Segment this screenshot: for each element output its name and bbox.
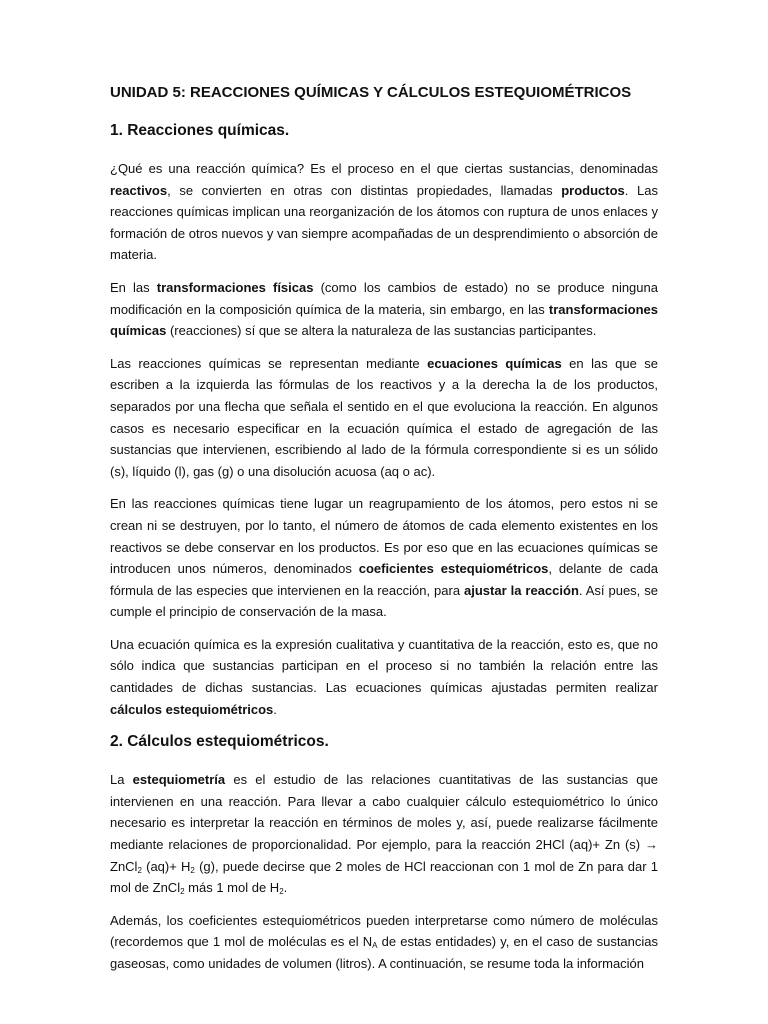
section-1-paragraph-4: En las reacciones químicas tiene lugar un reagrupamiento de los átomos, pero estos ni se crean ni se destruyen, por lo tanto, el número de átomos de cada elemento existentes en los reactivos se debe conservar en los productos. Es por eso que en las ecuaciones químicas se introducen unos números, denominados coeficientes estequiométricos, delante de cada fórmula de las especies que intervienen en la reacción, para ajustar la reacción. Así pues, se cumple el principio de conservación de la masa. [110, 496, 658, 620]
section-1-paragraph-3: Las reacciones químicas se representan mediante ecuaciones químicas en las que se escriben a la izquierda las fórmulas de los reactivos y a la derecha la de los productos, separados por una flecha que señala el sentido en el que evoluciona la reacción. En algunos casos es necesario especificar en la ecuación química el estado de agregación de las sustancias que intervienen, escribiendo al lado de la fórmula correspondiente si es un sólido (s), líquido (l), gas (g) o una disolución acuosa (aq o ac). [110, 355, 659, 479]
term-ecuaciones-quimicas: ecuaciones químicas [427, 355, 562, 371]
section-2-paragraph-1: La estequiometría es el estudio de las relaciones cuantitativas de las sustancias que intervienen en una reacción. Para llevar a cabo cualquier cálculo estequiométrico lo único necesario es interpretar la reacción en términos de moles y, así, puede realizarse fácilmente mediante relaciones de proporcionalidad. Por ejemplo, para la reacción 2HCl (aq)+ Zn (s) → ZnCl$_2$ $(aq)+ H_2$ (g), puede decirse que 2 moles de HCl reaccionan con 1 mol de Zn para dar 1 mol de ZnCl$_2$ más 1 mol de $H_2$. [110, 772, 658, 897]
term-transformaciones-fisicas: transformaciones físicas [156, 279, 314, 295]
term-productos: productos [561, 182, 625, 198]
term-estequiometria: estequiometría [132, 772, 226, 788]
section-1-heading: 1. Reacciones químicas. [110, 122, 290, 139]
section-1-paragraph-5: Una ecuación química es la expresión cualitativa y cuantitativa de la reacción, esto es, que no sólo indica que sustancias participan en el proceso si no también la relación entre las cantidades de dichas sustancias. Las ecuaciones químicas ajustadas permiten realizar cálculos estequiométricos. [110, 636, 658, 717]
document-title: UNIDAD 5: REACCIONES QUÍMICAS Y CÁLCULOS ESTEQUIOMÉTRICOS [110, 84, 632, 101]
section-2-paragraph-2: Además, los coeficientes estequiométricos pueden interpretarse como número de moléculas (recordemos que 1 mol de moléculas es el $N_A$ de estas entidades) y, en el caso de sustancias gaseosas, como unidades de volumen (litros). A continuación, se resume toda la información [110, 912, 659, 971]
section-2-heading: 2. Cálculos estequiométricos. [110, 733, 329, 751]
section-1-paragraph-2: En las transformaciones físicas (como los cambios de estado) no se produce ninguna modificación en la composición química de la materia, sin embargo, en las transformaciones químicas (reacciones) sí que se altera la naturaleza de las sustancias participantes. [110, 279, 658, 339]
section-1-paragraph-1: ¿Qué es una reacción química? Es el proceso en el que ciertas sustancias, denominadas reactivos, se convierten en otras con distintas propiedades, llamadas productos. Las reacciones químicas implican una reorganización de los átomos con ruptura de unos enlaces y formación de otros nuevos y van siempre acompañadas de un desprendimiento o absorción de materia. [110, 161, 658, 263]
term-ajustar-la-reaccion: ajustar la reacción [464, 582, 579, 598]
term-reactivos: reactivos [110, 182, 168, 198]
term-transformaciones-quimicas: transformaciones químicas [110, 301, 658, 339]
term-calculos-estequiometricos: cálculos estequiométricos [110, 701, 274, 717]
term-coeficientes-estequiometricos: coeficientes estequiométricos [358, 561, 549, 577]
